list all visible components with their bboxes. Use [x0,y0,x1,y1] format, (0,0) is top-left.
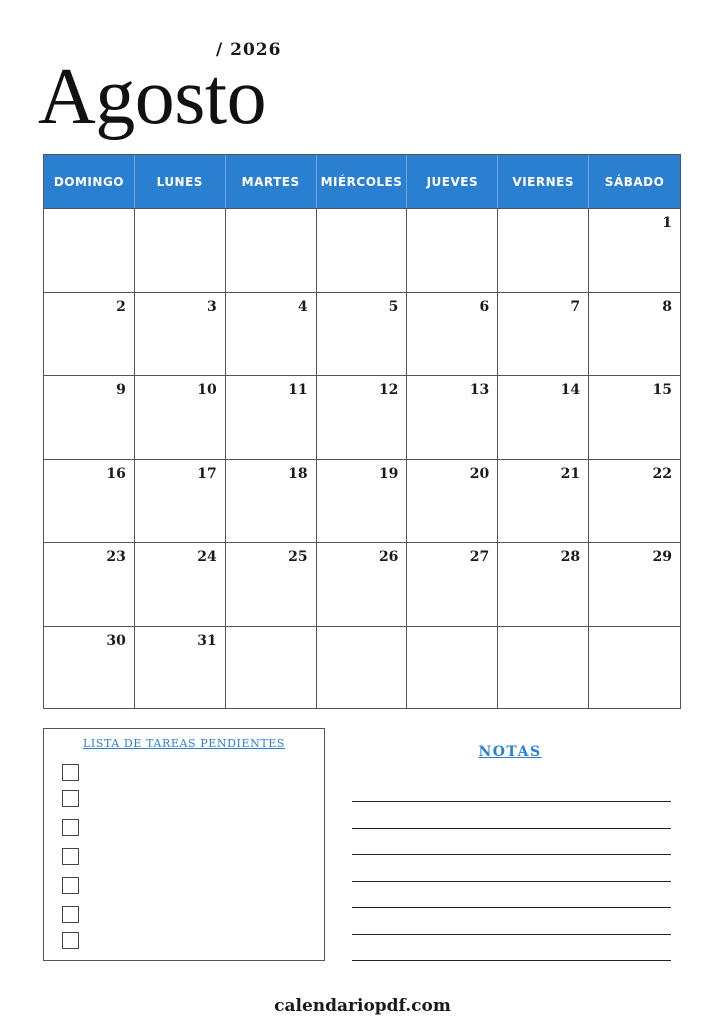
day-cell [407,375,498,459]
day-cell [589,292,680,376]
day-number: 9 [116,382,126,398]
weekday-tuesday: MARTES [226,155,317,208]
weekday-header [44,155,680,208]
todo-checkbox[interactable] [62,932,79,949]
calendar-grid [43,154,681,709]
notes-line [352,854,671,855]
weekday-saturday: SÁBADO [604,174,665,189]
notes-line [352,934,671,935]
day-cell [589,626,680,710]
day-cell [135,459,226,543]
day-number: 2 [116,298,126,315]
todo-checkbox[interactable] [62,877,79,894]
day-number: 10 [197,382,217,398]
day-cell [317,208,408,292]
day-cell [498,375,589,459]
todo-checkbox[interactable] [62,906,79,923]
day-number: 18 [288,465,308,482]
year-label: / 2026 [216,40,282,60]
day-cell [317,626,408,710]
day-number: 22 [652,465,672,482]
day-cell [226,208,317,292]
day-cell [226,292,317,376]
day-cell [498,208,589,292]
day-cell [44,459,135,543]
day-number: 16 [106,465,126,482]
day-number: 25 [288,549,308,565]
day-cell [407,626,498,710]
day-cell [589,375,680,459]
day-number: 15 [652,382,672,398]
day-cell [407,459,498,543]
notes-line [352,881,671,882]
day-number: 27 [469,549,490,565]
todo-list-box [43,728,325,961]
day-number: 21 [560,465,581,482]
day-cell [498,459,589,543]
day-number: 20 [469,465,490,482]
day-cell [135,292,226,376]
day-cell [498,292,589,376]
day-cell [44,208,135,292]
day-number: 14 [560,382,581,398]
notes-title: NOTAS [478,744,542,760]
day-cell [135,542,226,626]
day-cell [226,459,317,543]
footer-site: calendariopdf.com [274,996,451,1016]
todo-checkbox[interactable] [62,848,79,865]
day-number: 6 [479,298,490,315]
weekday-friday: VIERNES [498,155,589,208]
notes-line [352,801,671,802]
day-cell [226,626,317,710]
day-cell [589,208,680,292]
day-number: 17 [197,465,217,482]
day-number: 5 [388,298,399,315]
weekday-monday: LUNES [135,155,226,208]
day-number: 8 [662,298,672,315]
todo-list-title: LISTA DE TAREAS PENDIENTES [82,737,286,750]
day-number: 19 [378,465,399,482]
day-cell [317,459,408,543]
day-number: 12 [378,382,399,398]
day-number: 30 [106,632,126,649]
day-number: 24 [197,549,217,565]
day-cell [498,542,589,626]
day-cell [317,375,408,459]
weekday-thursday: JUEVES [407,155,498,208]
day-cell [407,208,498,292]
day-cell [589,459,680,543]
day-cell [589,542,680,626]
day-cell [317,292,408,376]
day-number: 4 [297,298,308,315]
day-number: 28 [560,549,581,565]
day-number: 31 [197,632,217,649]
day-number: 29 [652,549,672,565]
day-cell [498,626,589,710]
day-number: 26 [378,549,399,565]
day-number: 3 [206,298,217,315]
todo-checkbox[interactable] [62,790,79,807]
day-cell [44,375,135,459]
day-cell [226,375,317,459]
day-cell [135,375,226,459]
notes-line [352,960,671,961]
day-number: 1 [662,215,672,231]
day-cell [44,292,135,376]
day-number: 13 [469,382,490,398]
month-title: Agosto [38,53,267,141]
notes-line [352,828,671,829]
day-cell [407,292,498,376]
weekday-wednesday: MIÉRCOLES [317,155,408,208]
todo-checkbox[interactable] [62,764,79,781]
day-cell [44,542,135,626]
day-number: 11 [288,382,308,398]
day-cell [407,542,498,626]
day-cell [44,626,135,710]
day-cell [226,542,317,626]
day-cells [44,208,680,709]
day-cell [135,626,226,710]
day-cell [317,542,408,626]
day-number: 23 [106,549,126,565]
weekday-sunday: DOMINGO [44,155,135,208]
todo-checkbox[interactable] [62,819,79,836]
day-cell [135,208,226,292]
notes-line [352,907,671,908]
day-number: 7 [570,298,581,315]
